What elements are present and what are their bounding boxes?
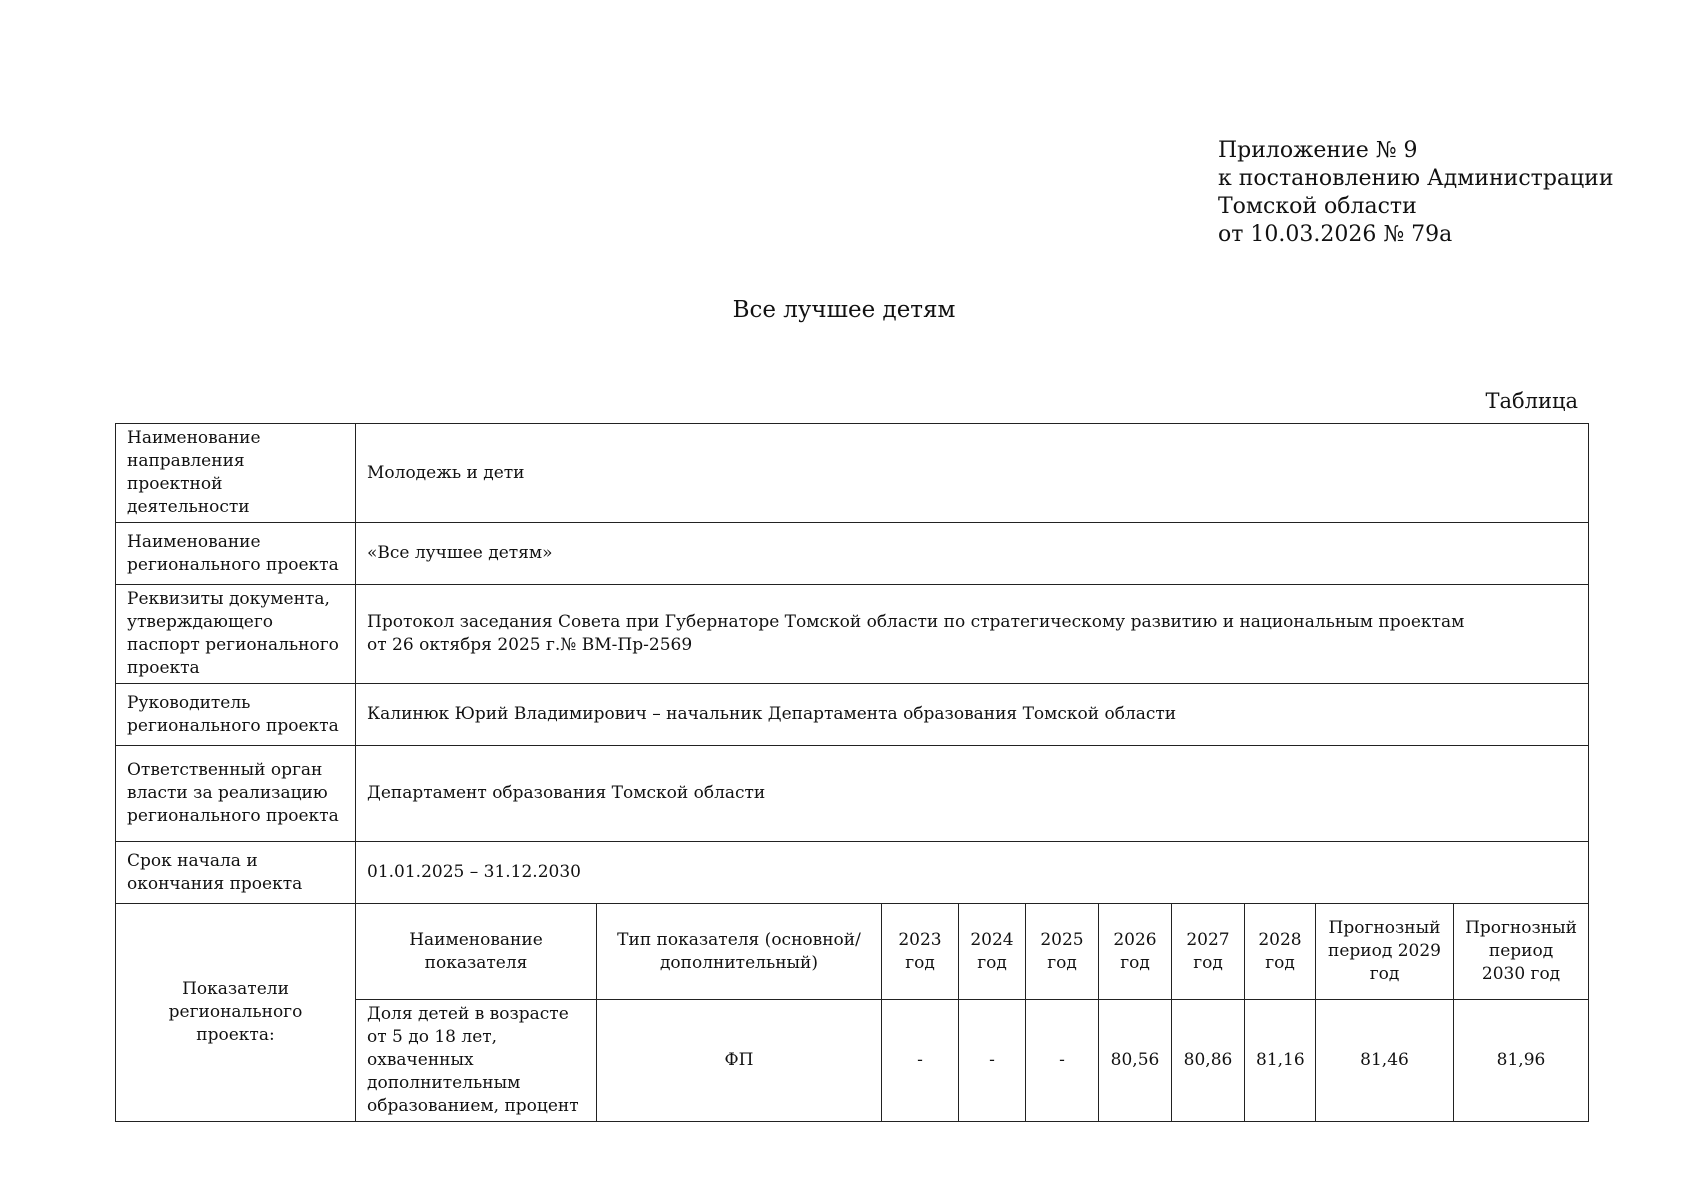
row-value (356, 585, 1589, 684)
row-label: Наименование направления проектной деятельности (116, 424, 356, 523)
header-2026: 2026 год (1099, 904, 1172, 1000)
row-value: Департамент образования Томской области (356, 746, 1589, 842)
row-value: Калинюк Юрий Владимирович – начальник Департамента образования Томской области (356, 684, 1589, 746)
header-2023: 2023 год (882, 904, 959, 1000)
row-value: 01.01.2025 – 31.12.2030 (356, 842, 1589, 904)
table-row (116, 684, 1589, 746)
table-caption: Таблица (1485, 389, 1578, 413)
header-indicator-name: Наименование показателя (356, 904, 597, 1000)
value-2027: 80,86 (1172, 1000, 1245, 1122)
table-row (116, 746, 1589, 842)
row-value-line: Протокол заседания Совета при Губернаторе Томской области по стратегическому развитию и национальным проектам (367, 612, 1465, 632)
row-value-line: от 26 октября 2025 г.№ ВМ-Пр-2569 (367, 635, 693, 655)
value-2026: 80,56 (1099, 1000, 1172, 1122)
appendix-line: от 10.03.2026 № 79а (1218, 222, 1453, 247)
row-label: Руководитель регионального проекта (116, 684, 356, 746)
document-title: Все лучшее детям (732, 297, 956, 323)
row-label: Срок начала и окончания проекта (116, 842, 356, 904)
header-indicator-type: Тип показателя (основной/дополнительный) (597, 904, 882, 1000)
project-passport-table (115, 423, 1589, 1122)
value-2028: 81,16 (1245, 1000, 1316, 1122)
table-row (116, 424, 1589, 523)
appendix-line: к постановлению Администрации (1218, 166, 1614, 191)
header-2028: 2028 год (1245, 904, 1316, 1000)
appendix-block (1218, 137, 1614, 249)
value-2030: 81,96 (1454, 1000, 1589, 1122)
value-2025: - (1026, 1000, 1099, 1122)
value-2024: - (959, 1000, 1026, 1122)
header-2030: Прогнозный период 2030 год (1454, 904, 1589, 1000)
indicators-header-row (116, 904, 1589, 1000)
table-row (116, 585, 1589, 684)
value-2023: - (882, 1000, 959, 1122)
appendix-line: Приложение № 9 (1218, 138, 1418, 163)
header-2027: 2027 год (1172, 904, 1245, 1000)
table-row (116, 523, 1589, 585)
header-2025: 2025 год (1026, 904, 1099, 1000)
row-value: Молодежь и дети (356, 424, 1589, 523)
appendix-line: Томской области (1218, 194, 1417, 219)
row-value: «Все лучшее детям» (356, 523, 1589, 585)
document-title-wrapper (0, 297, 1698, 323)
indicator-type: ФП (597, 1000, 882, 1122)
table-row (116, 842, 1589, 904)
indicators-label: Показатели регионального проекта: (116, 904, 356, 1122)
row-label: Наименование регионального проекта (116, 523, 356, 585)
row-label: Реквизиты документа, утверждающего паспорт регионального проекта (116, 585, 356, 684)
indicator-name: Доля детей в возрасте от 5 до 18 лет, охваченных дополнительным образованием, процент (356, 1000, 597, 1122)
row-label: Ответственный орган власти за реализацию регионального проекта (116, 746, 356, 842)
value-2029: 81,46 (1316, 1000, 1454, 1122)
header-2029: Прогнозный период 2029 год (1316, 904, 1454, 1000)
header-2024: 2024 год (959, 904, 1026, 1000)
